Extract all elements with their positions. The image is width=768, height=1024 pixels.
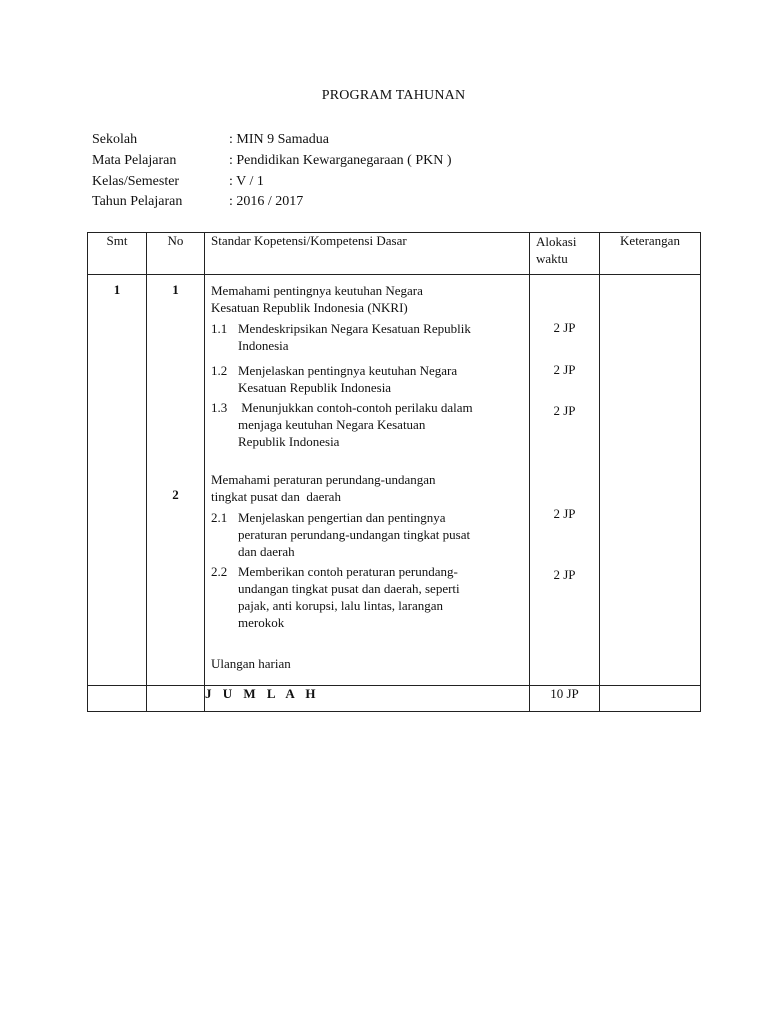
sk-2-line1: Memahami peraturan perundang-undangan (211, 472, 436, 487)
cell-smt (88, 275, 147, 686)
kd-number: 2.2 (211, 564, 228, 579)
kd-2-1 (211, 509, 529, 560)
kd-number: 1.3 (211, 400, 228, 415)
kd-number: 2.1 (211, 510, 228, 525)
kd-2-2 (211, 563, 529, 631)
kd-text: Menjelaskan pentingnya keutuhan Negara (238, 363, 458, 378)
kd-text: peraturan perundang-undangan tingkat pusat (238, 527, 471, 542)
header-keterangan: Keterangan (600, 233, 701, 275)
header-no: No (147, 233, 205, 275)
jp-value: 2 JP (553, 506, 576, 521)
header-standar: Standar Kopetensi/Kompetensi Dasar (205, 233, 530, 275)
info-row-tahun-pelajaran (92, 192, 452, 213)
info-label: Kelas/Semester (92, 173, 180, 189)
no-value-2: 2 (172, 487, 179, 502)
kd-text: Kesatuan Republik Indonesia (238, 380, 392, 395)
document-info (92, 130, 452, 213)
table-row (88, 275, 701, 686)
no-value-1: 1 (172, 282, 179, 297)
kd-text: Indonesia (238, 338, 289, 353)
info-value: : Pendidikan Kewarganegaraan ( PKN ) (229, 153, 452, 169)
kd-1-1 (211, 320, 529, 354)
header-smt: Smt (88, 233, 147, 275)
jp-value: 2 JP (553, 403, 576, 418)
document-title: PROGRAM TAHUNAN (321, 88, 466, 103)
kd-text: Menunjukkan contoh-contoh perilaku dalam (238, 400, 473, 415)
table-total-row (88, 686, 701, 712)
sk-1 (211, 282, 529, 316)
smt-value: 1 (113, 282, 121, 297)
info-label: Sekolah (92, 132, 138, 148)
jp-value: 2 JP (553, 320, 576, 335)
kd-1-2 (211, 362, 529, 396)
kd-text: Mendeskripsikan Negara Kesatuan Republik (238, 321, 471, 336)
ulangan-harian: Ulangan harian (211, 656, 291, 671)
kd-text: Memberikan contoh peraturan perundang- (238, 564, 458, 579)
kd-text: menjaga keutuhan Negara Kesatuan (238, 417, 426, 432)
kd-text: Menjelaskan pengertian dan pentingnya (238, 510, 446, 525)
info-value: : 2016 / 2017 (229, 194, 304, 210)
cell-no (147, 275, 205, 686)
jp-value: 2 JP (553, 567, 576, 582)
info-row-sekolah (92, 130, 452, 151)
program-table (87, 232, 701, 712)
info-value: : V / 1 (229, 173, 264, 189)
kd-number: 1.2 (211, 363, 228, 378)
info-row-kelas-semester (92, 171, 452, 192)
kd-text: merokok (238, 615, 285, 630)
header-alokasi (530, 233, 600, 275)
table-header-row (88, 233, 701, 275)
info-value: : MIN 9 Samadua (229, 132, 329, 148)
cell-standar (205, 275, 530, 686)
kd-number: 1.1 (211, 321, 228, 336)
cell-empty (147, 686, 205, 712)
header-alokasi-line1: Alokasi (536, 234, 577, 249)
jumlah-label: J U M L A H (205, 686, 530, 712)
jumlah-value: 10 JP (530, 686, 600, 712)
jp-value: 2 JP (553, 362, 576, 377)
kd-text: dan daerah (238, 544, 295, 559)
header-alokasi-line2: waktu (536, 251, 568, 266)
cell-empty (600, 686, 701, 712)
cell-alokasi (530, 275, 600, 686)
info-label: Tahun Pelajaran (92, 194, 183, 210)
kd-text: undangan tingkat pusat dan daerah, seperti (238, 581, 460, 596)
sk-1-line2: Kesatuan Republik Indonesia (NKRI) (211, 300, 408, 315)
sk-1-line1: Memahami pentingnya keutuhan Negara (211, 283, 423, 298)
cell-keterangan (600, 275, 701, 686)
kd-text: pajak, anti korupsi, lalu lintas, larangan (238, 598, 444, 613)
info-row-mata-pelajaran (92, 151, 452, 172)
cell-empty (88, 686, 147, 712)
sk-2 (211, 471, 529, 505)
kd-text: Republik Indonesia (238, 434, 340, 449)
info-label: Mata Pelajaran (92, 153, 177, 169)
kd-1-3 (211, 399, 529, 450)
sk-2-line2: tingkat pusat dan daerah (211, 489, 341, 504)
